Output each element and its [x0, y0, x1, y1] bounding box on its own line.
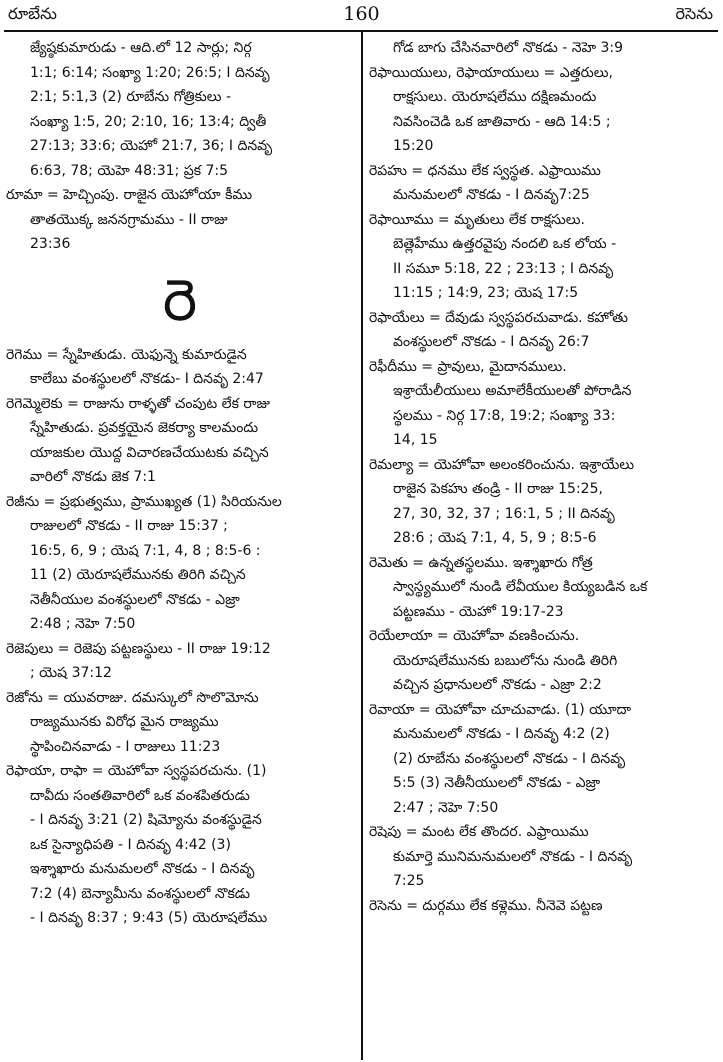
- column-divider: [361, 30, 363, 1060]
- entry-line: 27:13; 33:6; యెహో 21:7, 36; I దినవృ: [30, 138, 273, 154]
- entry-line: ఇశ్శాఖారు మనుమలలో నొకడు - I దినవృ: [30, 861, 255, 877]
- entry-line: 2:47 ; నెహె 7:50: [393, 799, 499, 816]
- entry-line: రెఫీదీము = ప్రావులు, మైదానములు.: [369, 358, 567, 375]
- entry-line: కుమార్తె మునిమనుమలలో నొకడు - I దినవృ: [393, 848, 633, 865]
- entry-line: దావీదు సంతతివారిలో ఒక వంశపితరుడు: [30, 787, 250, 804]
- right-column: [369, 36, 717, 918]
- entry-line: 7:2 (4) బెన్యామీను వంశస్థులలో నొకడు: [30, 885, 251, 902]
- entry-line: - I దినవృ 8:37 ; 9:43 (5) యెరూషలేము: [30, 910, 268, 926]
- entry-line: రెగెము = స్నేహితుడు. యెఫున్నె కుమారుడైన: [6, 346, 247, 363]
- left-column: [6, 36, 354, 931]
- entry-line: 1:1; 6:14; సంఖ్యా 1:20; 26:5; I దినవృ: [30, 64, 270, 81]
- entry-line: జ్యేష్ఠకుమారుడు - ఆది.లో 12 సార్లు; నిర్గ: [30, 40, 252, 56]
- entry-line: రెసెను = దుర్గము లేక కళ్లెము. నీనెవె పట్టణ: [369, 897, 603, 914]
- entry-line: స్థాపించినవాడు - I రాజులు 11:23: [30, 738, 221, 755]
- entry-line: రెయేలాయా = యెహోవా వణకించును.: [369, 628, 580, 644]
- entry-line: వచ్చిన ప్రధానులలో నొకడు - ఎజ్రా 2:2: [393, 677, 602, 693]
- entry-line: ఒక సైన్యాధిపతి - I దినవృ 4:42 (3): [30, 836, 231, 853]
- entry-line: రాజైన పెకహు తండ్రి - II రాజు 15:25,: [393, 481, 603, 497]
- entry-line: రెగెమ్మెలెకు = రాజును రాళ్ళతో చంపుట లేక రాజు: [6, 395, 271, 412]
- entry-ruma: [6, 183, 354, 257]
- entry-line: నెతీనీయుల వంశస్థులలో నొకడు - ఎజ్రా: [30, 591, 240, 608]
- entry-line: యెరూషలేమునకు బబులోను నుండి తిరిగి: [393, 652, 618, 669]
- entry-rephaya: [6, 759, 354, 931]
- entry-rephayelu: [369, 306, 717, 355]
- page-number: 160: [343, 3, 380, 25]
- entry-remalya: [369, 453, 717, 551]
- entry-line: - I దినవృ 3:21 (2) షిమ్యోను వంశస్థుడైన: [30, 812, 262, 828]
- entry-line: రెషెపు = మంట లేక తొందర. ఎఫ్రాయిము: [369, 824, 589, 840]
- entry-line: గోడ బాగు చేసినవారిలో నొకడు - నెహె 3:9: [393, 40, 624, 56]
- entry-rejepulu: [6, 637, 354, 686]
- entry-line: 27, 30, 32, 37 ; 16:1, 5 ; II దినవృ: [393, 505, 615, 522]
- entry-line: 28:6 ; యెష 7:1, 4, 5, 9 ; 8:5-6: [393, 530, 597, 546]
- entry-line: 6:63, 78; యెహె 48:31; ప్రక 7:5: [30, 162, 228, 179]
- entry-line: (2) రూబేను వంశస్థులలో నొకడు - I దినవృ: [393, 750, 626, 767]
- entry-line: రెమెతు = ఉన్నతస్థలము. ఇశ్శాఖారు గోత్ర: [369, 554, 593, 571]
- entry-resenu: [369, 894, 717, 919]
- entry-line: ; యెష 37:12: [30, 665, 112, 681]
- entry-line: రెఫాయియులు, రెఫాయాయులు = ఎత్తరులు,: [369, 64, 613, 81]
- entry-line: రాక్షసులు. యెరూషలేము దక్షిణమందు: [393, 89, 597, 105]
- entry-line: రెఫాయీము = మృతులు లేక రాక్షసులు.: [369, 211, 585, 228]
- entry-continued: [6, 36, 354, 183]
- entry-line: 11 (2) యెరూషలేమునకు తిరిగి వచ్చిన: [30, 567, 246, 583]
- entry-regemu: [6, 343, 354, 392]
- entry-line: నివసించెడి ఒక జాతివారు - ఆది 14:5 ;: [393, 113, 611, 130]
- entry-line: 2:48 ; నెహె 7:50: [30, 616, 136, 632]
- header-right-word: రెసెను: [675, 4, 713, 23]
- entry-line: రెజెపులు = రెజెపు పట్టణస్థులు - II రాజు 19:12: [6, 640, 271, 657]
- entry-line: 11:15 ; 14:9, 23; యెష 17:5: [393, 285, 579, 301]
- entry-rephideemu: [369, 355, 717, 453]
- entry-line: రెజీను = ప్రభుత్వము, ప్రాముఖ్యత (1) సిరియనుల: [6, 493, 282, 510]
- entry-repahu: [369, 159, 717, 208]
- entry-line: 14, 15: [393, 432, 438, 448]
- entry-line: సంఖ్యా 1:5, 20; 2:10, 16; 13:4; ద్వితీ: [30, 113, 267, 130]
- entry-line: పట్టణము - యెహో 19:17-23: [393, 603, 564, 620]
- header-left-word: రూబేను: [8, 4, 57, 23]
- entry-line: 23:36: [30, 236, 71, 252]
- entry-line: రెవాయా = యెహోవా చూచువాడు. (1) యూదా: [369, 701, 632, 718]
- entry-line: వంశస్థులలో నొకడు - I దినవృ 26:7: [393, 334, 590, 350]
- entry-line: రెఫాయా, రాఫా = యెహోవా స్వస్థపరచును. (1): [6, 763, 267, 779]
- entry-reshepu: [369, 820, 717, 894]
- entry-line: వారిలో నొకడు జెక 7:1: [30, 469, 156, 485]
- entry-rejonu: [6, 686, 354, 760]
- entry-line: బెత్లెహేము ఉత్తరవైపు నందలి ఒక లోయ -: [393, 236, 617, 252]
- entry-line: మనుమలలో నొకడు - I దినవృ 4:2 (2): [393, 726, 610, 742]
- entry-line: రాజులలో నొకడు - II రాజు 15:37 ;: [30, 518, 228, 534]
- entry-reyelaya: [369, 624, 717, 698]
- entry-line: రెజోను = యువరాజు. దమస్కులో సొలొమోను: [6, 689, 259, 706]
- entry-remetu: [369, 551, 717, 625]
- entry-line: 15:20: [393, 138, 434, 154]
- entry-line: ఇశ్రాయేలీయులు అమాలేకీయులతో పోరాడిన: [393, 383, 632, 399]
- page-header: [0, 0, 723, 30]
- entry-line: రాజ్యమునకు విరోధ మైన రాజ్యము: [30, 714, 219, 730]
- entry-line: మనుమలలో నొకడు - I దినవృ7:25: [393, 187, 590, 203]
- entry-revaya: [369, 698, 717, 821]
- entry-line: కాలేబు వంశస్థులలో నొకడు- I దినవృ 2:47: [30, 371, 264, 387]
- entry-line: రెపహు = ధనము లేక స్వస్థత. ఎఫ్రాయిము: [369, 162, 601, 179]
- entry-line: రెమల్యా = యెహోవా అలంకరించును. ఇశ్రాయేలు: [369, 456, 635, 473]
- entry-rephayiyulu: [369, 61, 717, 159]
- entry-line: స్నేహితుడు. ప్రవక్తయైన జెకర్యా కాలమందు: [30, 420, 259, 436]
- entry-line: 16:5, 6, 9 ; యెష 7:1, 4, 8 ; 8:5-6 :: [30, 542, 261, 559]
- entry-line: 7:25: [393, 873, 425, 889]
- entry-rejeenu: [6, 490, 354, 637]
- entry-continued: [369, 36, 717, 61]
- entry-line: స్వాస్థ్యములో నుండి లేవీయుల కియ్యబడిన ఒక: [393, 579, 648, 595]
- entry-line: యాజకుల యొద్ద విచారణచేయుటకు వచ్చిన: [30, 444, 269, 461]
- entry-line: తాతయొక్క జననగ్రామము - II రాజు: [30, 211, 228, 228]
- entry-rephayeemu: [369, 208, 717, 306]
- entry-line: రెఫాయేలు = దేవుడు స్వస్థపరచువాడు. కహోతు: [369, 309, 629, 326]
- entry-line: రూమా = హెచ్చింపు. రాజైన యెహోయా కీము: [6, 187, 253, 203]
- entry-line: II సమూ 5:18, 22 ; 23:13 ; I దినవృ: [393, 260, 614, 277]
- entry-regemmeleku: [6, 392, 354, 490]
- section-letter: రె: [162, 265, 198, 334]
- entry-line: 5:5 (3) నెతీనీయులలో నొకడు - ఎజ్రా: [393, 775, 601, 791]
- entry-line: 2:1; 5:1,3 (2) రూబేను గోత్రికులు -: [30, 89, 232, 105]
- entry-line: స్థలము - నిర్గ 17:8, 19:2; సంఖ్యా 33:: [393, 407, 616, 424]
